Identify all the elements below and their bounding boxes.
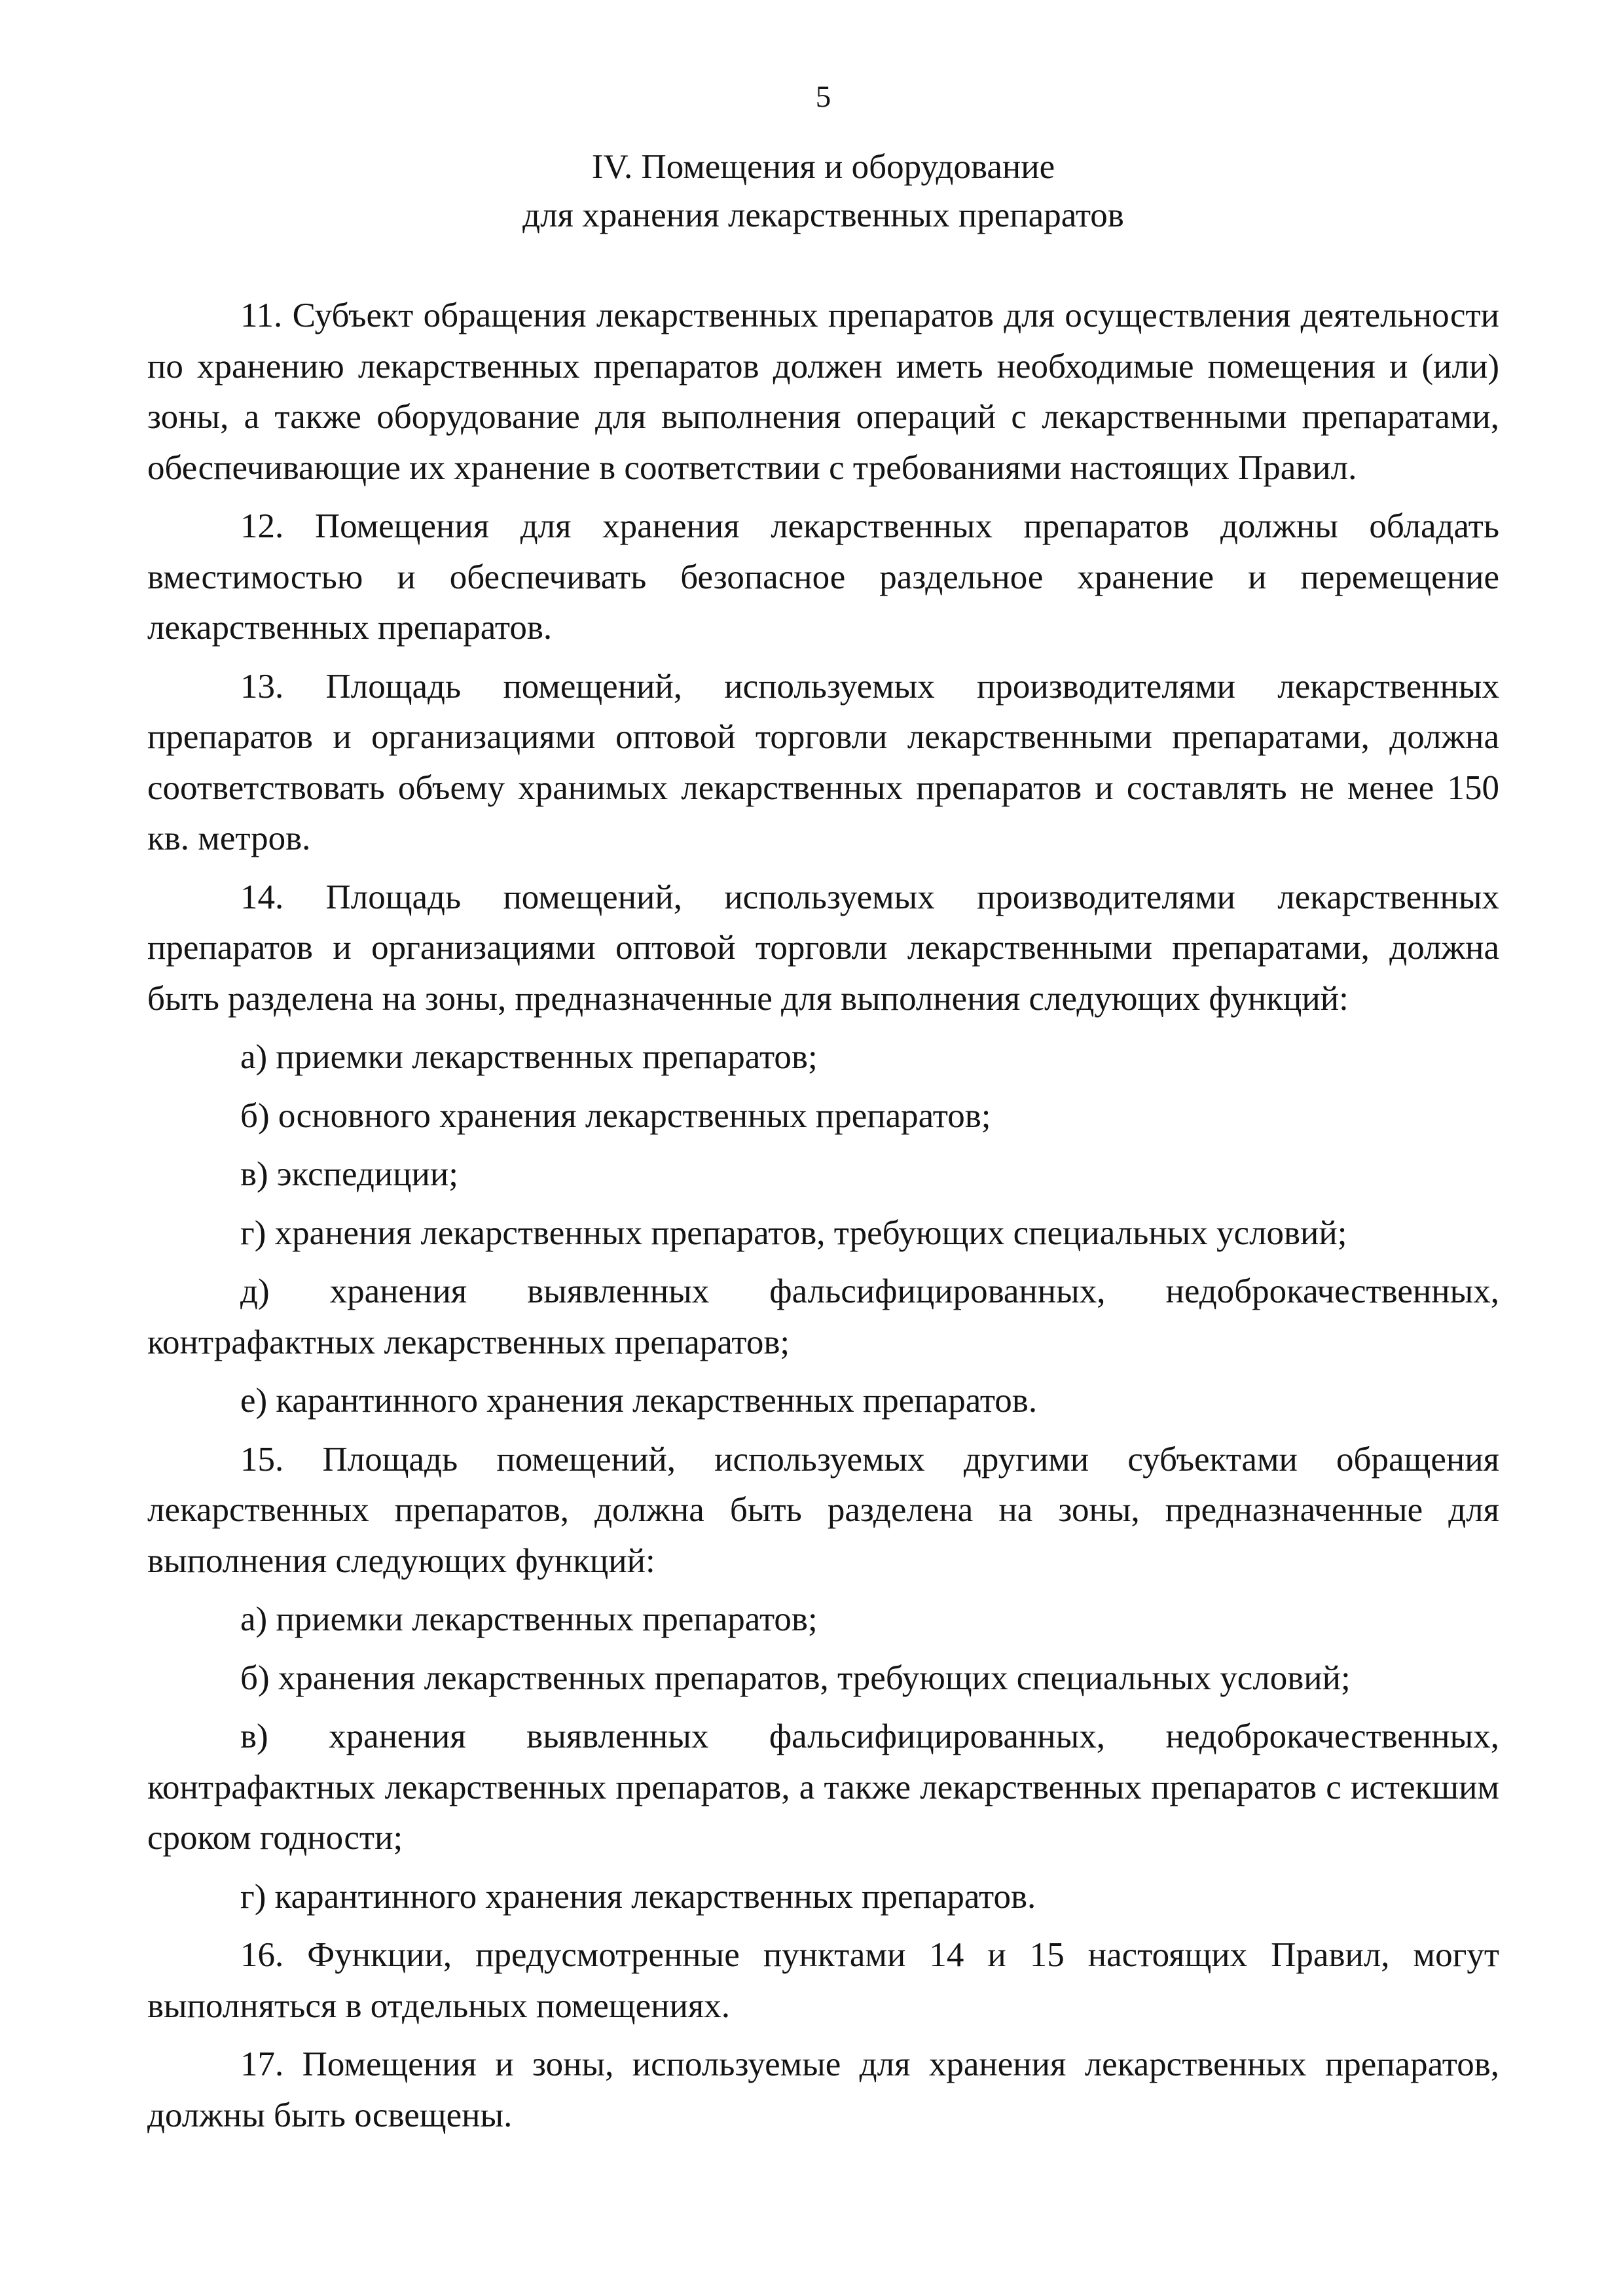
paragraph-13: 13. Площадь помещений, используемых производителями лекарственных препаратов и организациями оптовой торговли лекарственными препаратами, должна соответствовать объему хранимых лекарственных препаратов и составлять не менее 150 кв. метров. [147,667,1499,857]
paragraph-11: 11. Субъект обращения лекарственных препаратов для осуществления деятельности по хранению лекарственных препаратов должен иметь необходимые помещения и (или) зоны, а также оборудование для выполнения операций с лекарственными препаратами, обеспечивающие их хранение в соответствии с требованиями настоящих Правил. [147,296,1499,487]
list-item-15a: а) приемки лекарственных препаратов; [240,1600,818,1638]
section-title [147,143,1499,240]
list-item-14d: д) хранения выявленных фальсифицированных, недоброкачественных, контрафактных лекарственных препаратов; [147,1272,1499,1361]
list-item-14e: е) карантинного хранения лекарственных препаратов. [240,1382,1038,1420]
paragraph-14: 14. Площадь помещений, используемых производителями лекарственных препаратов и организациями оптовой торговли лекарственными препаратами, должна быть разделена на зоны, предназначенные для выполнения следующих функций: [147,878,1499,1018]
list-item-15v: в) хранения выявленных фальсифицированных, недоброкачественных, контрафактных лекарственных препаратов, а также лекарственных препаратов с истекшим сроком годности; [147,1717,1499,1857]
section-title-line-2: для хранения лекарственных препаратов [522,196,1124,234]
list-item-15g: г) карантинного хранения лекарственных препаратов. [240,1877,1036,1916]
paragraph-17: 17. Помещения и зоны, используемые для хранения лекарственных препаратов, должны быть освещены. [147,2045,1499,2134]
list-item-15b: б) хранения лекарственных препаратов, требующих специальных условий; [240,1659,1351,1697]
page-number: 5 [815,80,831,114]
list-item-14v: в) экспедиции; [240,1155,458,1193]
list-item-14b: б) основного хранения лекарственных препаратов; [240,1096,991,1135]
document-page [147,77,1499,2149]
list-item-14g: г) хранения лекарственных препаратов, требующих специальных условий; [240,1213,1347,1252]
list-item-14a: а) приемки лекарственных препаратов; [240,1038,818,1076]
paragraph-12: 12. Помещения для хранения лекарственных препаратов должны обладать вместимостью и обеспечивать безопасное раздельное хранение и перемещение лекарственных препаратов. [147,507,1499,647]
paragraph-15: 15. Площадь помещений, используемых другими субъектами обращения лекарственных препаратов, должна быть разделена на зоны, предназначенные для выполнения следующих функций: [147,1440,1499,1580]
paragraph-16: 16. Функции, предусмотренные пунктами 14 и 15 настоящих Правил, могут выполняться в отдельных помещениях. [147,1936,1499,2025]
section-title-line-1: IV. Помещения и оборудование [591,148,1055,186]
